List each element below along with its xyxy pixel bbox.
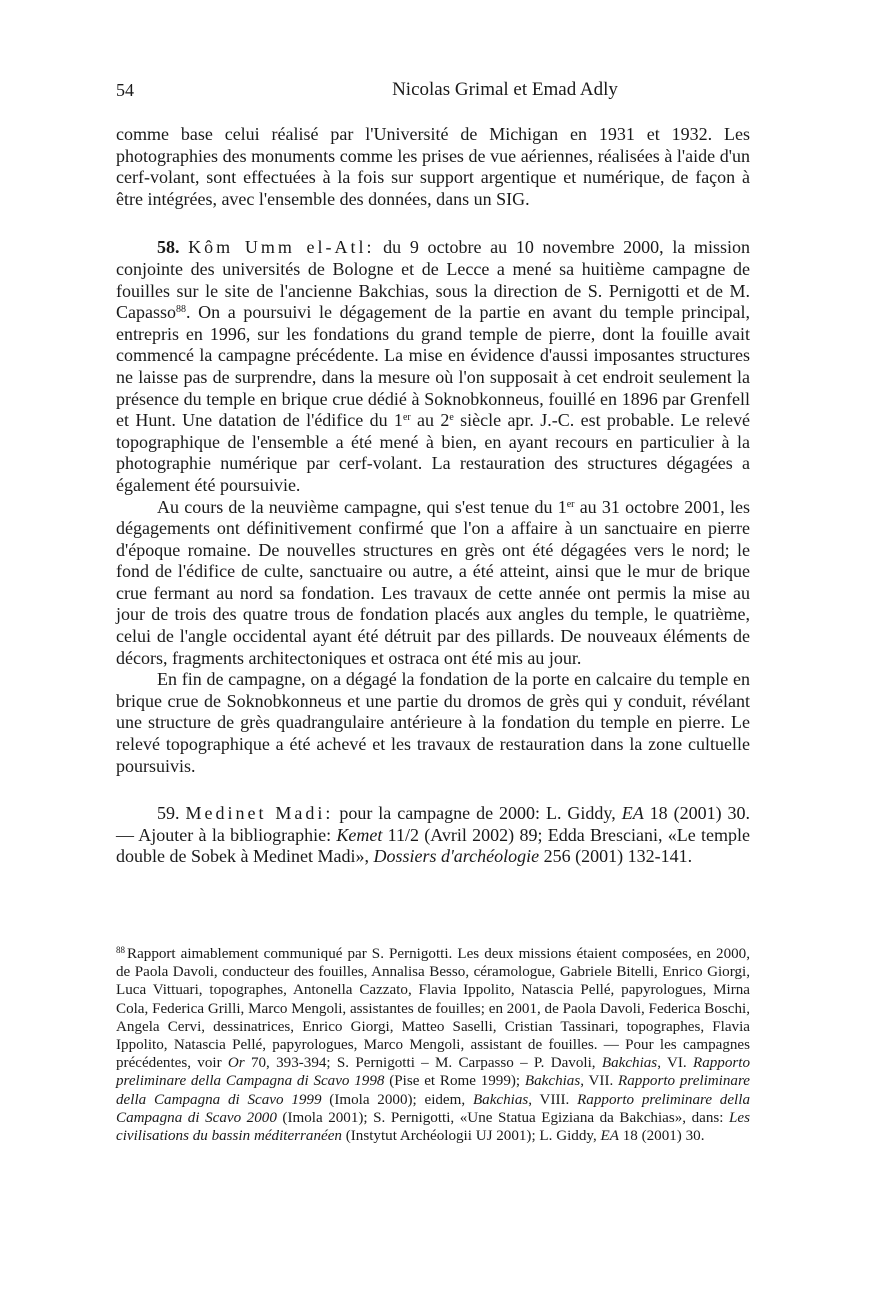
site-name: Medinet Madi:	[185, 803, 334, 824]
text-run: du 9 octobre au 10 novembre 2000, la mission conjointe des universités de Bologne et de Lecce a mené sa huitième campagne de fouilles sur le site de l'ancienne Bakchias, sous la direction de S. Pernigotti et de M. Capasso	[116, 237, 750, 323]
text-run: . On a poursuivi le dégagement de la partie en avant du temple principal, entrepris en 1996, sur les fondations du grand temple de pierre, dont la fouille avait commencé la campagne précédente. La mise en évidence d'aussi imposantes structures ne laisse pas de surprendre, dans la mesure où l'on supposait à cet endroit seulement la présence du temple en brique crue dédié à Soknobkonneus, fouillé en 1896 par Grenfell et Hunt. Une datation de l'édifice du 1	[116, 302, 750, 431]
section-number: 58.	[157, 237, 180, 258]
journal-title: EA	[621, 803, 644, 824]
text-run: 11/2 (Avril 2002) 89; Edda Bresciani, «Le temple double de Sobek à Medinet Madi»,	[116, 824, 750, 867]
series-title: Bakchias	[524, 1073, 581, 1090]
text-run: siècle apr. J.-C. est probable. Le relevé topographique de l'ensemble a été mené à bien, en ayant recours en particulier à la photographie numérique par cerf-volant. La restauration des structures dégagées a également été poursuivie.	[116, 410, 750, 495]
footnote-reference: 88	[176, 304, 186, 316]
text-run: 70, 393-394; S. Pernigotti – M. Carpasso – P. Davoli,	[244, 1055, 602, 1072]
text-run: pour la campagne de 2000: L. Giddy,	[333, 803, 622, 824]
site-name: Kôm Umm el-Atl:	[188, 237, 375, 258]
book-title: Rapporto preliminare della Campagna di Scavo 1999	[116, 1073, 750, 1108]
text-run: au 2	[410, 410, 450, 431]
page-number: 54	[116, 80, 134, 100]
text-run: 18 (2001) 30. — Ajouter à la bibliographie:	[116, 803, 751, 845]
book-title: Rapporto preliminare della Campagna di Scavo 2000	[116, 1091, 750, 1126]
text-run: au 31 octobre 2001, les dégagements ont définitivement confirmé que l'on a affaire à un sanctuaire en pierre d'époque romaine. De nouvelles structures en grès ont été dégagées vers le nord; le fond de l'édifice de culte, sanctuaire ou autre, a été atteint, ainsi que le mur de brique crue fermant au nord sa fondation. Les travaux de cette année ont permis la mise au jour de trois des quatre trous de fondation placés aux angles du temple, le quatrième, celui de l'angle occidental ayant été détruit par des pillards. De nouveaux éléments de décors, fragments architectoniques et ostraca ont été mis au jour.	[116, 496, 750, 668]
text-run: Rapport aimablement communiqué par S. Pernigotti. Les deux missions étaient composées, en 2000, de Paola Davoli, conducteur des fouilles, Annalisa Besso, céramologue, Gabriele Bitelli, Enrico Giorgi, Luca Vittuari, topographes, Antonella Cazzato, Flavia Ippolito, Natascia Pellé, papyrologues, Mirna Cola, Federica Grilli, Marco Mengoli, assistantes de fouilles; en 2001, de Paola Davoli, Federica Boschi, Angela Cervi, dessinatrices, Enrico Giorgi, Matteo Saselli, Cristian Tassinari, topographes, Flavia Ippolito, Natascia Pellé, papyrologues, Marco Mengoli, assistant de fouilles. — Pour les campagnes précédentes, voir	[116, 946, 750, 1072]
superscript: e	[449, 412, 454, 424]
series-title: Bakchias	[601, 1055, 658, 1072]
text-run: (Instytut Archéologii UJ 2001); L. Giddy,	[341, 1128, 601, 1145]
text-run: (Imola 2001); S. Pernigotti, «Une Statua Egiziana da Bakchias», dans:	[276, 1109, 730, 1126]
series-title: Bakchias	[472, 1091, 529, 1108]
text-run: (Imola 2000); eidem,	[321, 1091, 473, 1108]
superscript: er	[402, 412, 411, 424]
section-58-paragraph-2	[116, 497, 750, 670]
journal-title: Kemet	[336, 824, 383, 845]
section-59-paragraph	[116, 803, 750, 868]
text-run: Au cours de la neuvième campagne, qui s'est tenue du 1	[157, 496, 567, 517]
text-run: , VII.	[580, 1073, 619, 1090]
journal-title: EA	[600, 1128, 619, 1145]
text-run: 18 (2001) 30.	[618, 1128, 705, 1145]
section-58-paragraph-3: En fin de campagne, on a dégagé la fondation de la porte en calcaire du temple en brique crue de Soknobkonneus et une partie du dromos de grès qui y conduit, révélant une structure de grès quadrangulaire antérieure à la fondation du temple en pierre. Le relevé topographique a été achevé et les travaux de restauration dans la zone cultuelle poursuivis.	[116, 669, 750, 776]
paragraph-continuation: comme base celui réalisé par l'Université de Michigan en 1931 et 1932. Les photographies des monuments comme les prises de vue aériennes, réalisées à l'aide d'un cerf-volant, sont effectuées à la fois sur support argentique et numérique, de façon à être intégrées, avec l'ensemble des données, dans un SIG.	[116, 124, 750, 209]
book-title: Rapporto preliminare della Campagna di Scavo 1998	[116, 1055, 750, 1090]
footnote-88	[116, 945, 750, 1145]
text-run: , VIII.	[528, 1091, 578, 1108]
superscript: er	[566, 498, 575, 510]
running-head: Nicolas Grimal et Emad Adly	[392, 79, 618, 100]
text-run: 256 (2001) 132-141.	[539, 846, 693, 867]
section-number: 59.	[157, 803, 180, 824]
section-58-paragraph	[116, 237, 750, 496]
text-run: , VI.	[657, 1055, 693, 1072]
journal-title: Dossiers d'archéologie	[373, 846, 540, 867]
text-run: (Pise et Rome 1999);	[384, 1073, 525, 1090]
main-text	[116, 124, 750, 868]
book-title: Les civilisations du bassin méditerranéen	[116, 1109, 750, 1145]
footnote-mark: 88	[116, 945, 125, 955]
journal-title: Or	[227, 1055, 245, 1072]
